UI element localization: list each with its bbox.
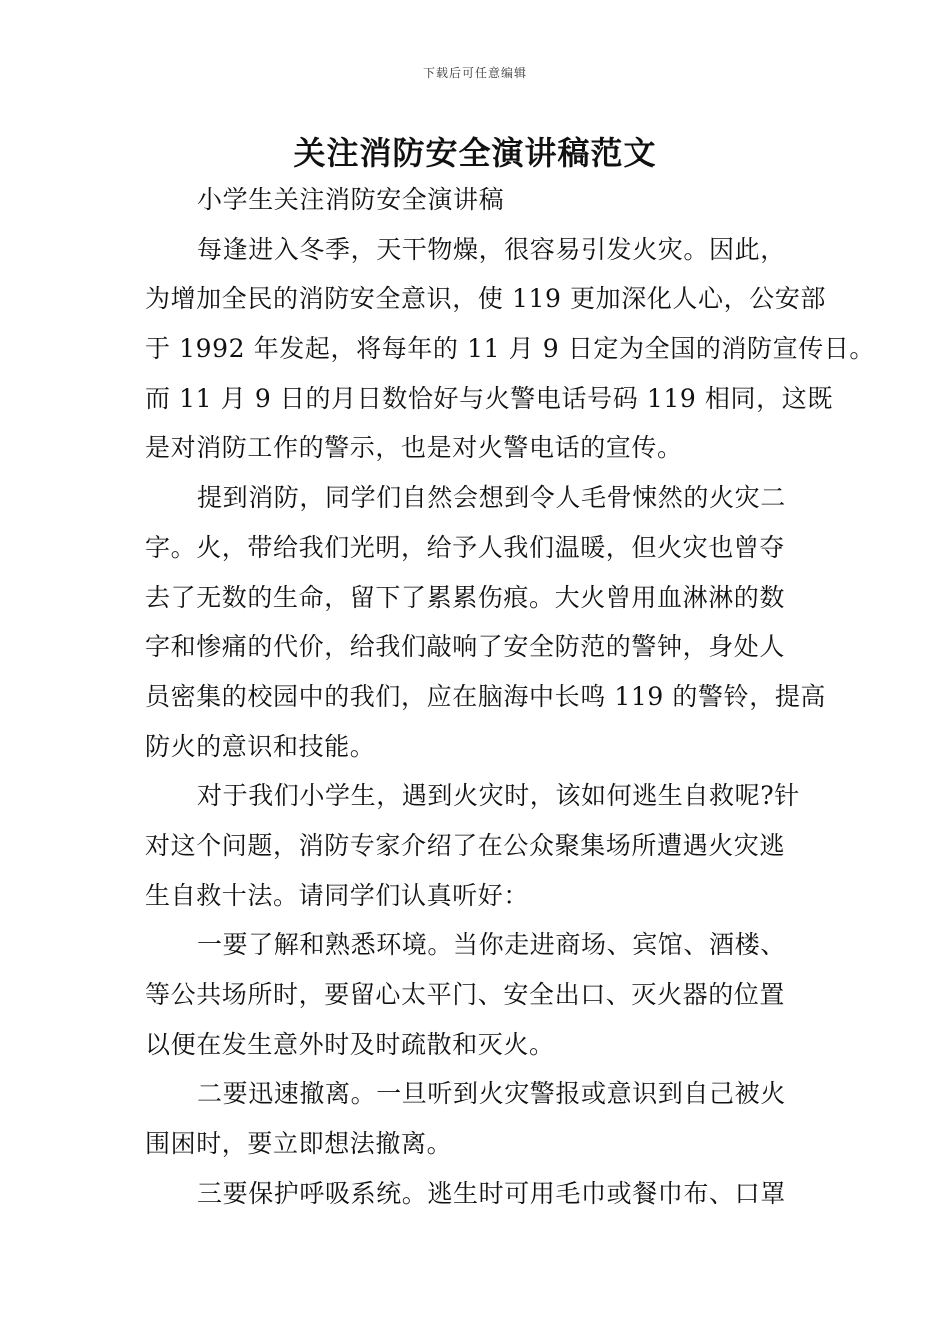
text-line: 以便在发生意外时及时疏散和灭火。 (145, 1029, 555, 1059)
text-line: 等公共场所时，要留心太平门、安全出口、灭火器的位置 (145, 980, 786, 1009)
text-line: 而 11 月 9 日的月日数恰好与火警电话号码 119 相同，这既 (145, 383, 833, 413)
text-line: 对这个问题，消防专家介绍了在公众聚集场所遭遇火灾逃 (145, 830, 786, 860)
document-body (145, 178, 876, 1221)
text-line: 防火的意识和技能。 (145, 731, 376, 761)
text-line: 为增加全民的消防安全意识，使 119 更加深化人心，公安部 (145, 284, 827, 314)
text-line: 二要迅速撤离。一旦听到火灾警报或意识到自己被火 (197, 1079, 786, 1109)
header-note: 下载后可任意编辑 (422, 66, 527, 80)
text-line: 生自救十法。请同学们认真听好： (145, 880, 530, 910)
text-line: 是对消防工作的警示，也是对火警电话的宣传。 (145, 433, 683, 463)
text-line: 对于我们小学生，遇到火灾时，该如何逃生自救呢?针 (197, 781, 800, 811)
document-title: 关注消防安全演讲稿范文 (293, 134, 657, 172)
text-line: 一要了解和熟悉环境。当你走进商场、宾馆、酒楼、 (197, 930, 786, 960)
text-line: 围困时，要立即想法撤离。 (145, 1129, 453, 1159)
text-line: 三要保护呼吸系统。逃生时可用毛巾或餐巾布、口罩 (197, 1178, 786, 1208)
text-line: 提到消防，同学们自然会想到令人毛骨悚然的火灾二 (197, 483, 786, 513)
text-line: 去了无数的生命，留下了累累伤痕。大火曾用血淋淋的数 (145, 582, 786, 612)
text-line: 字和惨痛的代价，给我们敲响了安全防范的警钟，身处人 (145, 632, 786, 662)
text-line: 小学生关注消防安全演讲稿 (197, 185, 505, 214)
text-line: 员密集的校园中的我们，应在脑海中长鸣 119 的警铃，提高 (145, 681, 827, 711)
text-line: 每逢进入冬季，天干物燥，很容易引发火灾。因此， (197, 234, 786, 264)
text-line: 字。火，带给我们光明，给予人我们温暖，但火灾也曾夺 (145, 532, 786, 562)
text-line: 于 1992 年发起，将每年的 11 月 9 日定为全国的消防宣传日。 (145, 334, 876, 364)
